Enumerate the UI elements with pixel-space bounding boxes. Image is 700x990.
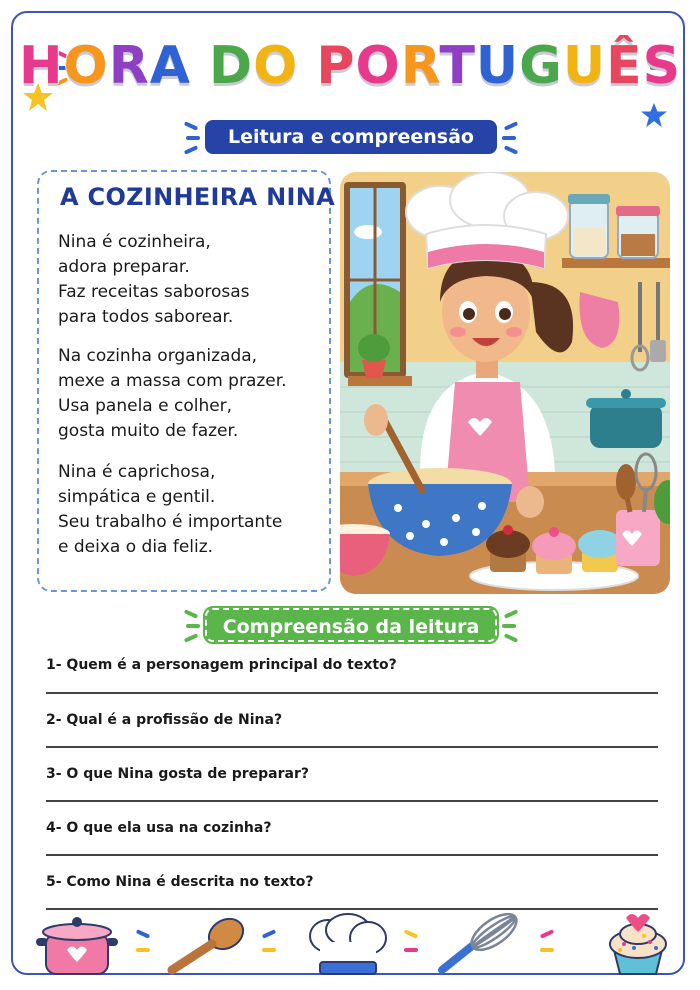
answer-line[interactable] <box>46 854 658 856</box>
question-1: 1- Quem é a personagem principal do texto? <box>46 657 397 673</box>
sparkle-lines-icon <box>262 930 282 962</box>
title-letter: H <box>18 36 64 96</box>
title-letter: A <box>149 36 191 96</box>
sparkle-lines-icon <box>504 122 524 154</box>
poem-line: e deixa o dia feliz. <box>58 537 214 557</box>
title-letter: T <box>439 36 476 96</box>
answer-line[interactable] <box>46 908 658 910</box>
sparkle-lines-icon <box>136 930 156 962</box>
chef-hat-icon <box>306 912 390 978</box>
title-letter: S <box>642 36 682 96</box>
question-3: 3- O que Nina gosta de preparar? <box>46 766 310 782</box>
sparkle-lines-icon <box>182 122 202 154</box>
title-letter: P <box>316 36 356 96</box>
sparkle-lines-icon <box>504 610 524 642</box>
sparkle-lines-icon <box>182 610 202 642</box>
title-letter: O <box>355 36 401 96</box>
poem-line: gosta muito de fazer. <box>58 421 239 441</box>
sparkle-lines-icon <box>540 930 560 962</box>
poem-stanza <box>58 344 287 444</box>
title-letter: R <box>108 36 150 96</box>
chef-girl-illustration <box>340 172 670 594</box>
answer-line[interactable] <box>46 746 658 748</box>
whisk-icon <box>434 912 524 976</box>
title-letter: O <box>253 36 299 96</box>
sparkle-lines-icon <box>404 930 424 962</box>
poem-line: Usa panela e colher, <box>58 396 233 416</box>
title-letter: O <box>63 36 109 96</box>
title-letter: D <box>208 36 254 96</box>
question-5: 5- Como Nina é descrita no texto? <box>46 874 314 890</box>
page-title <box>0 26 700 106</box>
cupcake-icon <box>606 912 670 978</box>
question-4: 4- O que ela usa na cozinha? <box>46 820 272 836</box>
poem-line: adora preparar. <box>58 257 190 277</box>
poem-line: mexe a massa com prazer. <box>58 371 287 391</box>
poem-line: Nina é cozinheira, <box>58 232 211 252</box>
title-letter: U <box>475 36 520 96</box>
poem-line: Seu trabalho é importante <box>58 512 283 532</box>
title-letter: Ê <box>606 36 643 96</box>
title-letter: U <box>562 36 607 96</box>
subtitle-badge: Leitura e compreensão <box>205 120 497 154</box>
answer-line[interactable] <box>46 800 658 802</box>
wooden-spoon-icon <box>164 916 248 976</box>
title-letter: R <box>400 36 440 96</box>
poem-line: Faz receitas saborosas <box>58 282 250 302</box>
poem-stanza <box>58 230 250 330</box>
poem-line: Nina é caprichosa, <box>58 462 216 482</box>
comprehension-heading: Compreensão da leitura <box>205 608 497 642</box>
title-letter: G <box>519 36 563 96</box>
answer-line[interactable] <box>46 692 658 694</box>
poem-title: A COZINHEIRA NINA <box>60 183 335 211</box>
question-2: 2- Qual é a profissão de Nina? <box>46 712 283 728</box>
poem-stanza <box>58 460 282 560</box>
poem-line: para todos saborear. <box>58 307 234 327</box>
poem-line: simpática e gentil. <box>58 487 216 507</box>
pot-icon <box>34 914 120 978</box>
poem-line: Na cozinha organizada, <box>58 346 258 366</box>
